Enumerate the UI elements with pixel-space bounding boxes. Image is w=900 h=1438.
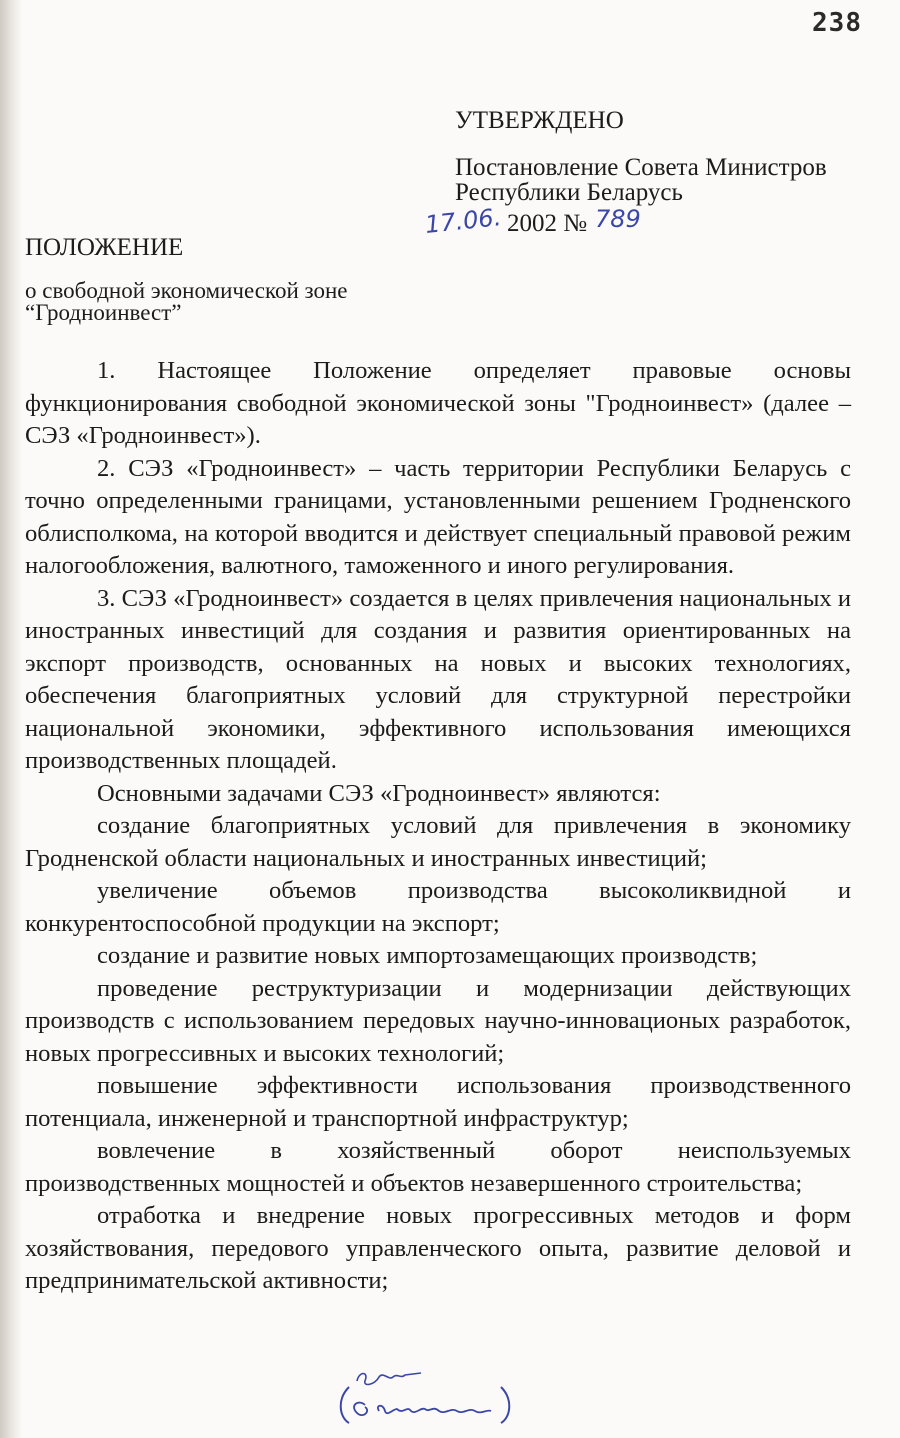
- decree-year: 2002 №: [507, 210, 588, 237]
- paragraph: 2. СЭЗ «Гродноинвест» – часть территории Республики Беларусь с точно определенными границами, установленными решением Гродненского облисполкома, на которой вводится и действует специальный правовой режим налогообложения, валютного, таможенного и иного регулирования.: [25, 454, 851, 579]
- paragraph: создание благоприятных условий для привлечения в экономику Гродненской области национальных и иностранных инвестиций;: [25, 812, 851, 872]
- paragraph: создание и развитие новых импортозамещающих производств;: [97, 942, 758, 969]
- paragraph: Основными задачами СЭЗ «Гродноинвест» являются:: [97, 779, 661, 807]
- subtitle-line-2: “Гродноинвест”: [25, 300, 182, 325]
- handwritten-date: 17.06.: [423, 203, 503, 239]
- paragraph: отработка и внедрение новых прогрессивных методов и форм хозяйствования, передового управленческого опыта, развитие деловой и предпринимательской активности;: [25, 1202, 851, 1294]
- paragraph: проведение реструктуризации и модернизации действующих производств с использованием передовых научно-инновационых разработок, новых прогрессивных и высоких технологий;: [25, 974, 851, 1067]
- paragraph: 3. СЭЗ «Гродноинвест» создается в целях привлечения национальных и иностранных инвестиций для создания и развития ориентированных на экспорт производств, основанных на новых и высоких технологиях, обеспечения благоприятных условий для структурной перестройки национальной экономики, эффективного использования имеющихся производственных площадей.: [25, 584, 851, 774]
- page-number: 238: [812, 8, 862, 38]
- approval-heading: УТВЕРЖДЕНО: [455, 107, 624, 134]
- handwritten-signature: [335, 1365, 515, 1427]
- decree-line: [423, 203, 875, 239]
- paragraph: 1. Настоящее Положение определяет правовые основы функционирования свободной экономической зоны "Гродноинвест» (далее – СЭЗ «Гродноинвест»).: [25, 357, 851, 449]
- subtitle-line-1: о свободной экономической зоне: [25, 278, 348, 303]
- paragraph: вовлечение в хозяйственный оборот неиспользуемых производственных мощностей и объектов незавершенного строительства;: [25, 1137, 851, 1197]
- paragraph: повышение эффективности использования производственного потенциала, инженерной и транспортной инфраструктур;: [25, 1072, 851, 1132]
- approval-block: [423, 107, 875, 239]
- binding-shadow: [0, 0, 22, 1438]
- document-subtitle: [25, 280, 347, 324]
- document-title: ПОЛОЖЕНИЕ: [25, 234, 184, 261]
- paragraph: увеличение объемов производства высоколиквидной и конкурентоспособной продукции на экспорт;: [25, 877, 851, 937]
- approval-line-1: Постановление Совета Министров: [455, 154, 827, 181]
- approval-line-2: Республики Беларусь: [455, 179, 683, 206]
- handwritten-number: 789: [595, 205, 641, 233]
- document-body: [25, 355, 851, 1298]
